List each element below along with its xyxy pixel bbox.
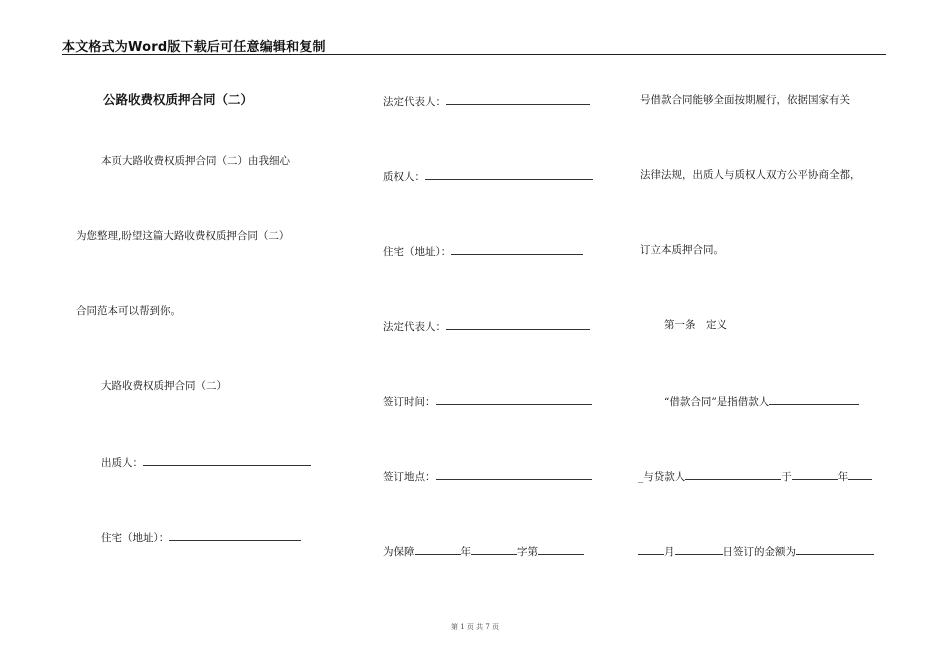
amount-line xyxy=(638,543,874,559)
guarantee-line xyxy=(383,543,584,559)
month-blank xyxy=(638,543,664,555)
guarantee-year: 年 xyxy=(460,546,471,558)
sign-place-label: 签订地点： xyxy=(383,471,436,483)
pledgee-label: 质权人： xyxy=(383,171,425,183)
lender-date-blank xyxy=(792,468,838,480)
guarantee-blank-3 xyxy=(538,543,584,555)
definition-prefix: “借款合同”是指借款人 xyxy=(664,396,770,408)
lender-month-blank xyxy=(848,468,872,480)
lender-blank xyxy=(685,468,781,480)
month-word: 月 xyxy=(664,546,675,558)
page-footer: 第 1 页 共 7 页 xyxy=(450,623,500,631)
page-header xyxy=(62,34,886,55)
right-line-3: 订立本质押合同。 xyxy=(640,244,724,256)
sign-time-field xyxy=(383,393,592,409)
guarantee-word: 字第 xyxy=(517,546,538,558)
lender-on: 于 xyxy=(781,471,792,483)
lender-year: 年 xyxy=(837,471,849,483)
header-title: 本文格式为Word版下载后可任意编辑和复制 xyxy=(62,40,326,55)
pledgee-residence-field xyxy=(383,243,583,259)
pledgor-residence-blank xyxy=(169,529,301,541)
pledgee-field xyxy=(383,168,593,184)
pledgor-residence-field xyxy=(101,529,301,545)
pledgee-residence-blank xyxy=(451,243,583,255)
pledgee-legal-rep-label: 法定代表人： xyxy=(383,321,446,333)
sign-time-label: 签订时间： xyxy=(383,396,436,408)
right-line-2: 法律法规，出质人与质权人双方公平协商全都， xyxy=(640,169,861,181)
intro-line-2: 为您整理,盼望这篇大路收费权质押合同（二） xyxy=(76,230,290,242)
contract-subtitle: 大路收费权质押合同（二） xyxy=(101,380,227,392)
intro-line-3: 合同范本可以帮到你。 xyxy=(76,305,181,317)
guarantee-prefix: 为保障 xyxy=(383,546,415,558)
pledgor-label: 出质人： xyxy=(101,457,143,469)
contract-title: 公路收费权质押合同（二） xyxy=(103,92,254,107)
borrower-blank xyxy=(769,393,859,405)
sign-place-field xyxy=(383,468,592,484)
pledgor-legal-rep-field xyxy=(383,93,590,109)
pledgee-legal-rep-field xyxy=(383,318,590,334)
intro-line-1: 本页大路收费权质押合同（二）由我细心 xyxy=(101,155,290,167)
pledgee-blank xyxy=(425,168,593,180)
pledgor-legal-rep-label: 法定代表人： xyxy=(383,96,446,108)
pledgor-blank xyxy=(143,454,311,466)
guarantee-blank-2 xyxy=(471,543,517,555)
day-blank xyxy=(675,543,723,555)
right-line-1: 号借款合同能够全面按期履行，依据国家有关 xyxy=(640,94,850,106)
pledgor-residence-label: 住宅（地址）： xyxy=(101,532,170,544)
lender-prefix: _与贷款人 xyxy=(638,471,686,483)
article-1-heading: 第一条 定义 xyxy=(664,319,727,331)
pledgor-field xyxy=(101,454,311,470)
amount-blank xyxy=(796,543,874,555)
guarantee-blank-1 xyxy=(415,543,461,555)
sign-time-blank xyxy=(436,393,592,405)
sign-place-blank xyxy=(436,468,592,480)
pledgor-legal-rep-blank xyxy=(446,93,590,105)
pledgee-residence-label: 住宅（地址）： xyxy=(383,246,452,258)
day-amount: 日签订的金额为 xyxy=(722,546,796,558)
lender-line xyxy=(638,468,872,484)
definition-line xyxy=(664,393,859,409)
pledgee-legal-rep-blank xyxy=(446,318,590,330)
